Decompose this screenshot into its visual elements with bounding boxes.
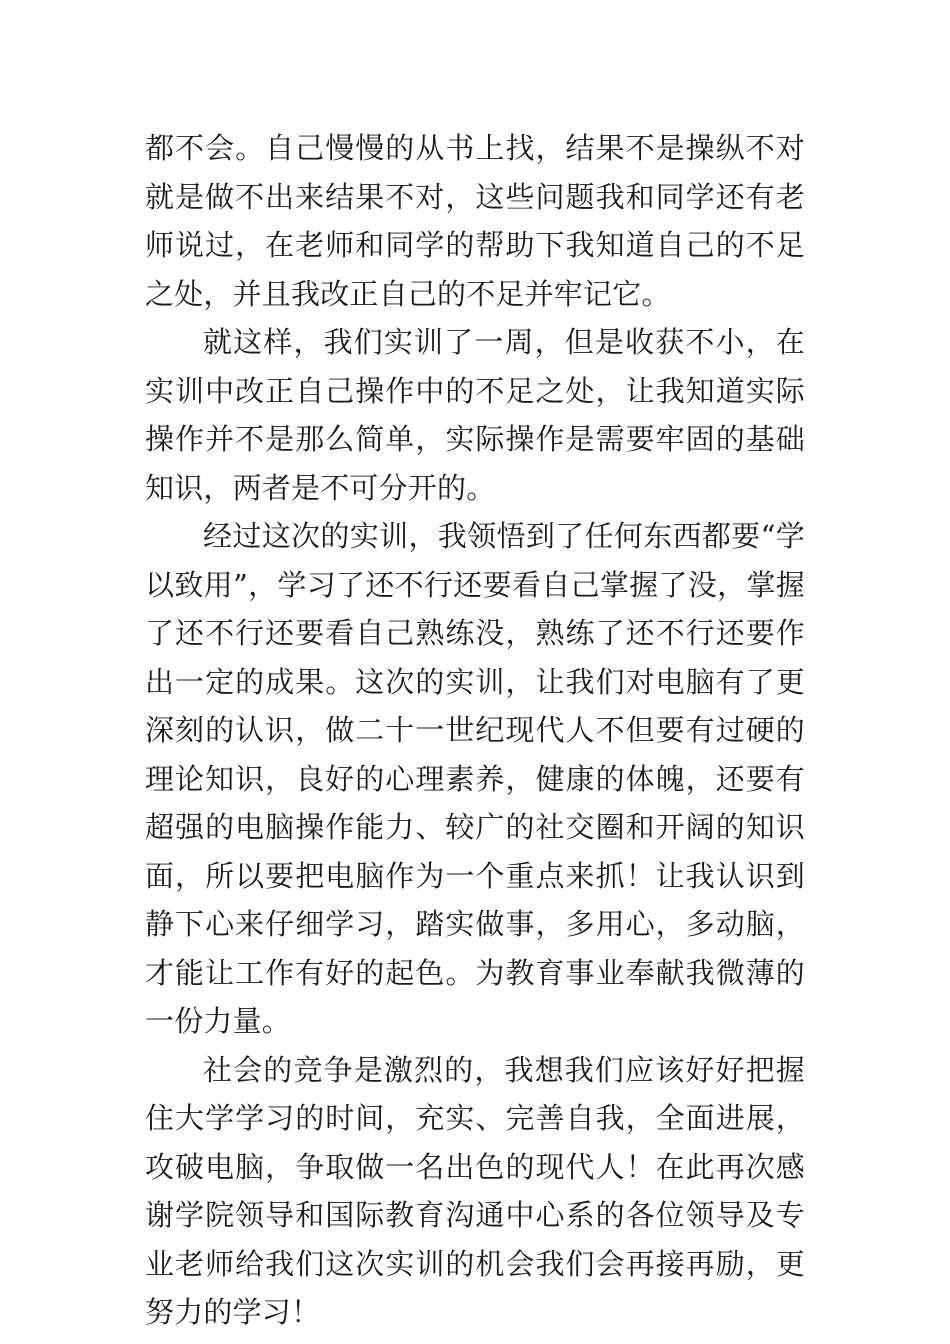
- document-body: [145, 124, 805, 1337]
- paragraph: 社会的竞争是激烈的，我想我们应该好好把握住大学学习的时间，充实、完善自我，全面进展，攻破电脑，争取做一名出色的现代人！在此再次感谢学院领导和国际教育沟通中心系的各位领导及专业老师给我们这次实训的机会我们会再接再励，更努力的学习！: [145, 1052, 805, 1329]
- paragraph: 经过这次的实训，我领悟到了任何东西都要“学以致用”，学习了还不行还要看自己掌握了没，掌握了还不行还要看自己熟练没，熟练了还不行还要作出一定的成果。这次的实训，让我们对电脑有了更深刻的认识，做二十一世纪现代人不但要有过硬的理论知识，良好的心理素养，健康的体魄，还要有超强的电脑操作能力、较广的社交圈和开阔的知识面，所以要把电脑作为一个重点来抓！让我认识到静下心来仔细学习，踏实做事，多用心，多动脑，才能让工作有好的起色。为教育事业奉献我微薄的一份力量。: [145, 519, 805, 1038]
- paragraph-continuation: 都不会。自己慢慢的从书上找，结果不是操纵不对就是做不出来结果不对，这些问题我和同学还有老师说过，在老师和同学的帮助下我知道自己的不足之处，并且我改正自己的不足并牢记它。: [145, 131, 805, 311]
- paragraph: 就这样，我们实训了一周，但是收获不小，在实训中改正自己操作中的不足之处，让我知道实际操作并不是那么简单，实际操作是需要牢固的基础知识，两者是不可分开的。: [145, 325, 805, 505]
